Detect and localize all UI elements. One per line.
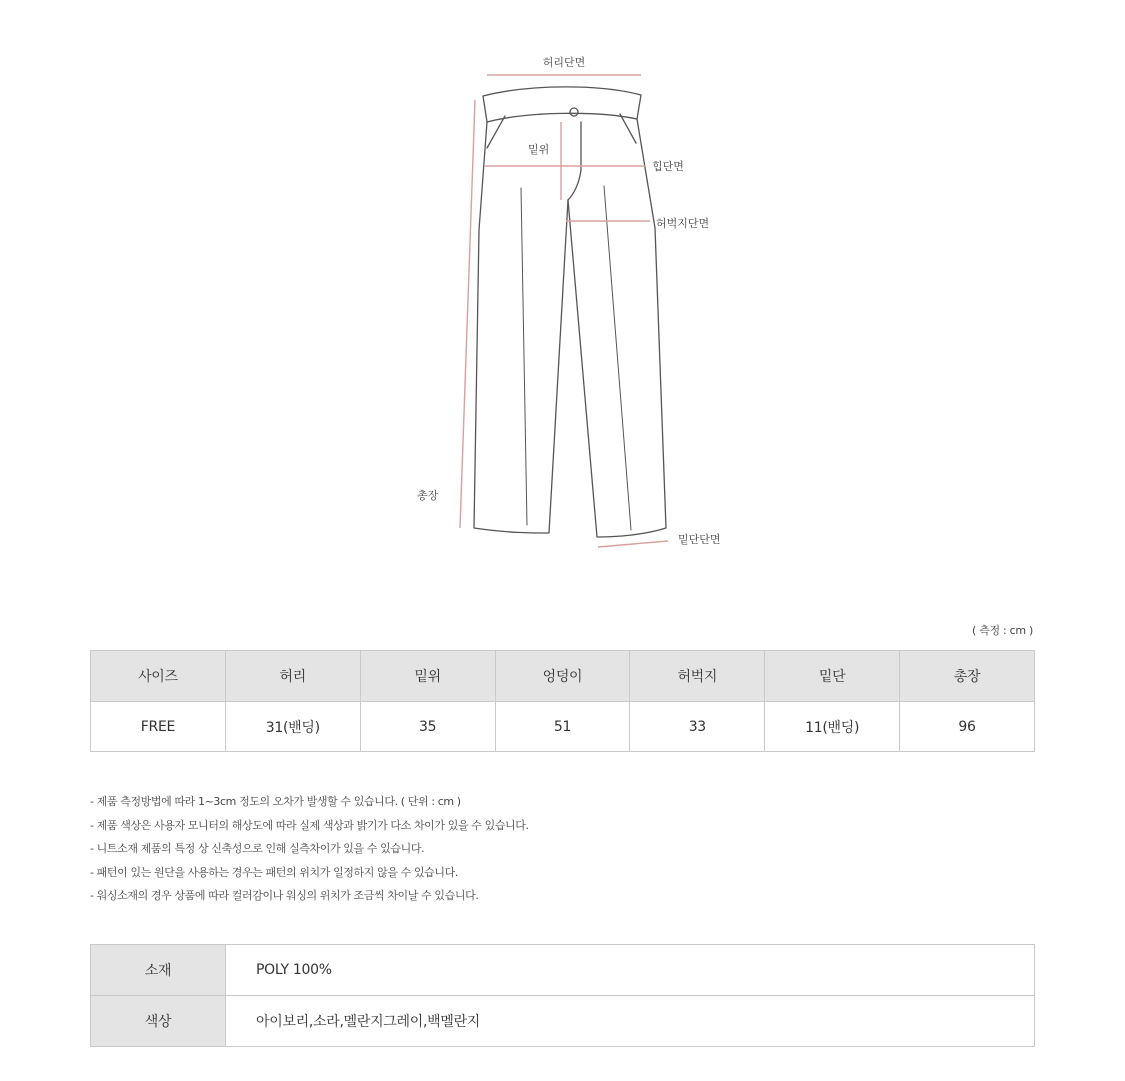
right-crease — [604, 186, 631, 530]
length-line — [460, 100, 475, 528]
header-hip: 엉덩이 — [495, 651, 630, 702]
info-value-material: POLY 100% — [226, 945, 1035, 996]
measurement-lines — [460, 75, 668, 547]
info-row-color — [91, 996, 1035, 1047]
table-row — [91, 702, 1035, 752]
header-waist: 허리 — [225, 651, 360, 702]
info-key-material: 소재 — [91, 945, 226, 996]
info-value-color: 아이보리,소라,멜란지그레이,백멜란지 — [226, 996, 1035, 1047]
hem-line — [598, 541, 668, 547]
cell-hip: 51 — [495, 702, 630, 752]
cell-waist: 31(밴딩) — [225, 702, 360, 752]
left-crease — [521, 188, 527, 525]
note-item: - 워싱소재의 경우 상품에 따라 컬러감이나 워싱의 위치가 조금씩 차이날 수 있습니다. — [90, 889, 479, 902]
info-row-material — [91, 945, 1035, 996]
waistband — [483, 87, 641, 122]
label-hem: 밑단단면 — [678, 533, 721, 546]
fly-line — [568, 122, 581, 200]
label-thigh: 허벅지단면 — [656, 217, 710, 230]
cell-rise: 35 — [360, 702, 495, 752]
header-thigh: 허벅지 — [630, 651, 765, 702]
header-size: 사이즈 — [91, 651, 226, 702]
cell-hem: 11(밴딩) — [765, 702, 900, 752]
label-rise: 밑위 — [528, 143, 550, 156]
pants-outline — [474, 87, 666, 537]
note-item: - 패턴이 있는 원단을 사용하는 경우는 패턴의 위치가 일정하지 않을 수 있습니다. — [90, 865, 458, 879]
label-waist: 허리단면 — [542, 56, 586, 69]
header-rise: 밑위 — [360, 651, 495, 702]
cell-size: FREE — [91, 702, 226, 752]
label-hip: 힙단면 — [652, 160, 684, 173]
header-hem: 밑단 — [765, 651, 900, 702]
info-key-color: 색상 — [91, 996, 226, 1047]
size-table-header-row — [91, 651, 1035, 702]
size-table — [90, 650, 1035, 752]
note-item: - 제품 측정방법에 따라 1~3cm 정도의 오차가 발생할 수 있습니다. ( 단위 : cm ) — [90, 795, 461, 808]
product-info-table — [90, 944, 1035, 1047]
label-length: 총장 — [417, 489, 439, 502]
right-leg-outline — [568, 119, 666, 537]
left-leg-outline — [474, 122, 568, 533]
header-length: 총장 — [900, 651, 1035, 702]
cell-length: 96 — [900, 702, 1035, 752]
notes-list — [90, 790, 1035, 908]
note-item: - 니트소재 제품의 특정 상 신축성으로 인해 실측차이가 있을 수 있습니다. — [90, 842, 425, 855]
cell-thigh: 33 — [630, 702, 765, 752]
unit-note: ( 측정 : cm ) — [972, 624, 1033, 637]
note-item: - 제품 색상은 사용자 모니터의 해상도에 따라 실제 색상과 밝기가 다소 차이가 있을 수 있습니다. — [90, 818, 529, 832]
